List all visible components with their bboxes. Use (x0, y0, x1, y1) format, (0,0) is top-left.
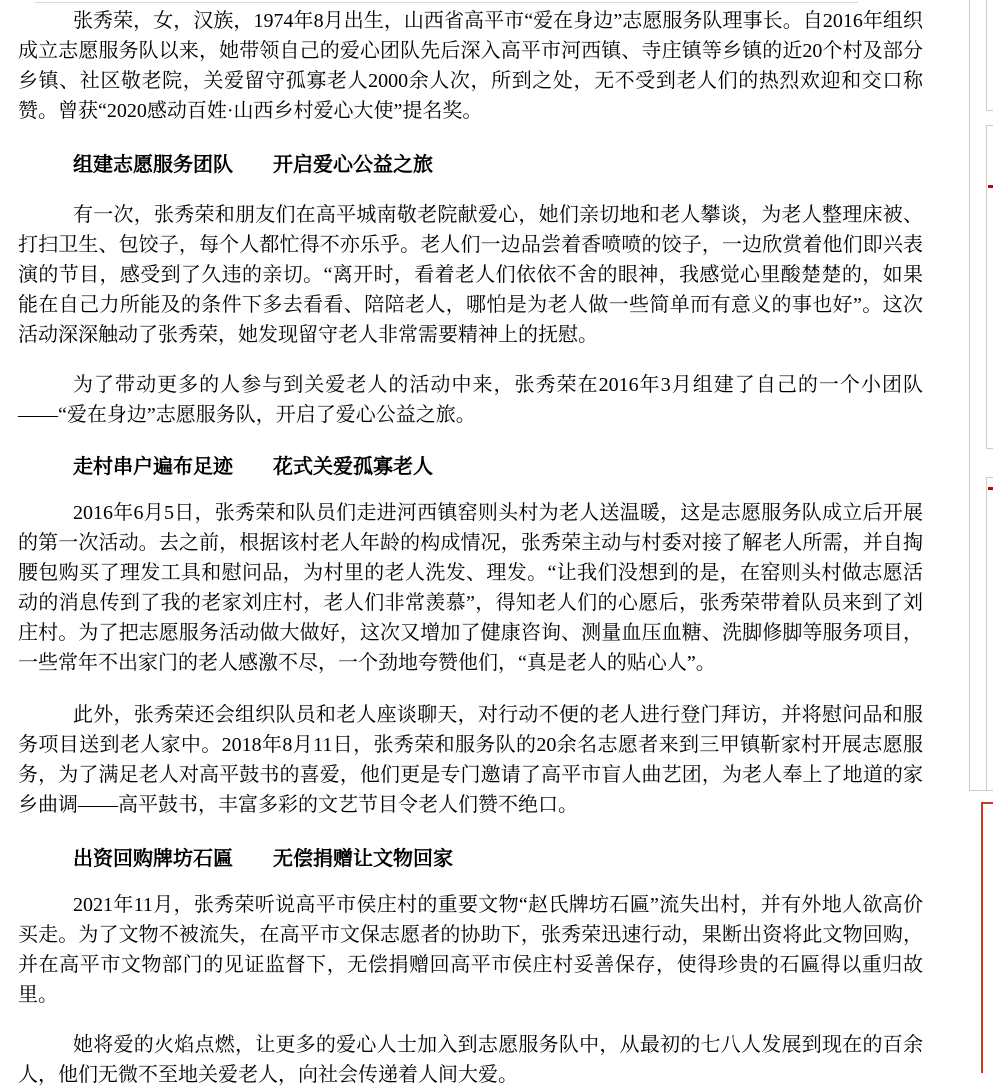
edge-box-a-corner (986, 110, 993, 111)
edge-box-b-border (986, 125, 987, 448)
red-tick-mark-2 (988, 487, 993, 490)
edge-box-c-border (986, 477, 987, 790)
section-heading-3: 出资回购牌坊石匾 无偿捐赠让文物回家 (73, 848, 453, 870)
paragraph-first-activity: 2016年6月5日，张秀荣和队员们走进河西镇窑则头村为老人送温暖，这是志愿服务队成立后开展的第一次活动。去之前，根据该村老人年龄的构成情况，张秀荣主动与村委对接了解老人所需，并自掏腰包购买了理发工具和慰问品，为村里的老人洗发、理发。“让我们没想到的是，在窑则头村做志愿活动的消息传到了我的老家刘庄村，老人们非常羡慕”，得知老人们的心愿后，张秀荣带着队员来到了刘庄村。为了把志愿服务活动做大做好，这次又增加了健康咨询、测量血压血糖、洗脚修脚等服务项目，一些常年不出家门的老人感激不尽，一个劲地夸赞他们，“真是老人的贴心人”。 (18, 502, 923, 674)
edge-box-a-border (986, 0, 987, 110)
edge-box-c-top-corner (986, 477, 993, 478)
edge-vertical-border-corner (969, 790, 993, 791)
section-heading-2: 走村串户遍布足迹 花式关爱孤寡老人 (73, 456, 433, 478)
section-heading-1: 组建志愿服务团队 开启爱心公益之旅 (73, 154, 433, 176)
paragraph-team-founding: 为了带动更多的人参与到关爱老人的活动中来，张秀荣在2016年3月组建了自己的一个小团队——“爱在身边”志愿服务队，开启了爱心公益之旅。 (18, 374, 923, 426)
edge-box-b-top-corner (986, 125, 993, 126)
red-tick-mark-1 (988, 185, 993, 188)
red-frame-left-border (981, 802, 983, 1073)
edge-vertical-border (969, 0, 970, 791)
top-divider-rule (35, 2, 858, 3)
paragraph-closing: 她将爱的火焰点燃，让更多的爱心人士加入到志愿服务队中，从最初的七八人发展到现在的百余人，他们无微不至地关爱老人，向社会传递着人间大爱。 (18, 1034, 923, 1086)
paragraph-nursing-home-visit: 有一次，张秀荣和朋友们在高平城南敬老院献爱心，她们亲切地和老人攀谈，为老人整理床被、打扫卫生、包饺子，每个人都忙得不亦乐乎。老人们一边品尝着香喷喷的饺子，一边欣赏着他们即兴表演的节目，感受到了久违的亲切。“离开时，看着老人们依依不舍的眼神，我感觉心里酸楚楚的，如果能在自己力所能及的条件下多去看看、陪陪老人，哪怕是为老人做一些简单而有意义的事也好”。这次活动深深触动了张秀荣，她发现留守老人非常需要精神上的抚慰。 (18, 204, 923, 346)
paragraph-intro: 张秀荣，女，汉族，1974年8月出生，山西省高平市“爱在身边”志愿服务队理事长。自2016年组织成立志愿服务队以来，她带领自己的爱心团队先后深入高平市河西镇、寺庄镇等乡镇的近20个村及部分乡镇、社区敬老院，关爱留守孤寡老人2000余人次，所到之处，无不受到老人们的热烈欢迎和交口称赞。曾获“2020感动百姓·山西乡村爱心大使”提名奖。 (18, 10, 923, 122)
article-body (18, 6, 923, 1090)
paragraph-relic-buyback: 2021年11月，张秀荣听说高平市侯庄村的重要文物“赵氏牌坊石匾”流失出村，并有外地人欲高价买走。为了文物不被流失，在高平市文保志愿者的协助下，张秀荣迅速行动，果断出资将此文物回购，并在高平市文物部门的见证监督下，无偿捐赠回高平市侯庄村妥善保存，使得珍贵的石匾得以重归故里。 (18, 894, 923, 1006)
paragraph-home-visits: 此外，张秀荣还会组织队员和老人座谈聊天，对行动不便的老人进行登门拜访，并将慰问品和服务项目送到老人家中。2018年8月11日，张秀荣和服务队的20余名志愿者来到三甲镇靳家村开展志愿服务，为了满足老人对高平鼓书的喜爱，他们更是专门邀请了高平市盲人曲艺团，为老人奉上了地道的家乡曲调——高平鼓书，丰富多彩的文艺节目令老人们赞不绝口。 (18, 704, 923, 816)
edge-box-b-bottom-corner (986, 448, 993, 449)
